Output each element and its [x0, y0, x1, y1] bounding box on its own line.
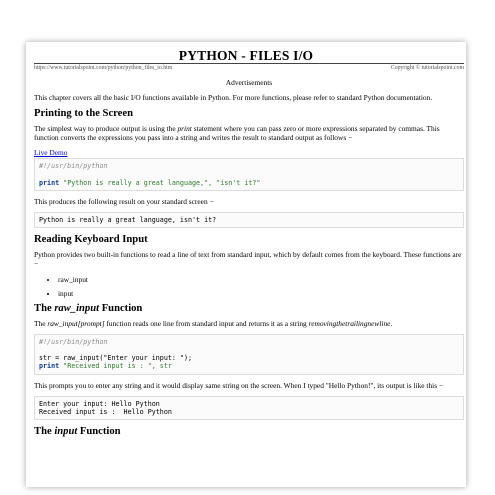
- paragraph-text: function reads one line from standard input and returns it as a string: [104, 318, 309, 328]
- output-block-print: [34, 212, 464, 228]
- heading-emphasis: input: [54, 426, 78, 438]
- title-divider: [34, 63, 464, 64]
- page-meta-row: [34, 65, 464, 71]
- reading-paragraph: Python provides two built-in functions to read a line of text from standard input, which by default comes from the keyboard. These functions are −: [34, 250, 462, 269]
- printing-text-start: The simplest way to produce output is using the: [34, 124, 178, 134]
- page-title: PYTHON - FILES I/O: [178, 48, 314, 63]
- input-functions-list: [34, 275, 464, 298]
- heading-raw-input: [34, 303, 464, 314]
- heading-emphasis: raw_input: [54, 302, 100, 314]
- output-block-raw-input: [34, 396, 464, 420]
- heading-printing: Printing to the Screen: [34, 108, 133, 120]
- code-keyword: print: [39, 178, 60, 187]
- heading-text: Function: [99, 302, 143, 314]
- code-comment: #!/usr/bin/python: [39, 337, 108, 346]
- paragraph-text: .: [390, 318, 393, 328]
- output-line: Received input is : Hello Python: [39, 407, 172, 416]
- code-comment: #!/usr/bin/python: [39, 162, 108, 171]
- paragraph-text: The: [34, 318, 48, 328]
- page-url[interactable]: https://www.tutorialspoint.com/python/python_files_io.htm: [34, 65, 173, 71]
- heading-reading: Reading Keyboard Input: [34, 234, 148, 246]
- produces-paragraph: This produces the following result on your standard screen −: [34, 197, 214, 207]
- list-item: • raw_input: [58, 275, 464, 284]
- code-block-raw-input: [34, 334, 464, 375]
- code-block-print: [34, 158, 464, 191]
- paragraph-emphasis: removingthetrailingnewline: [308, 318, 391, 328]
- printing-text-rest: statement where you can pass zero or more expressions separated by commas. This function converts the expressions you pass into a string and writes the result to standard output as follows −: [34, 124, 440, 143]
- heading-text: Function: [77, 426, 121, 438]
- code-string: "Python is really a great language,", "isn't it?": [59, 178, 261, 187]
- prompt-paragraph: This prompts you to enter any string and it would display same string on the screen. When I typed "Hello Python!", its output is like this −: [34, 380, 444, 390]
- live-demo-link[interactable]: Live Demo: [34, 148, 68, 158]
- output-line: Enter your input: Hello Python: [39, 399, 160, 408]
- code-line: str = raw_input("Enter your input: ");: [39, 354, 192, 363]
- advertisements-label: Advertisements: [225, 78, 273, 87]
- printing-paragraph: [34, 124, 464, 142]
- raw-input-paragraph: [34, 319, 464, 328]
- heading-input: [34, 426, 464, 437]
- code-string: "Received input is : ", str: [59, 362, 172, 371]
- code-keyword: print: [39, 362, 60, 371]
- heading-text: The: [34, 426, 55, 438]
- copyright-text: Copyright © tutorialspoint.com: [390, 65, 464, 71]
- paragraph-emphasis: raw_input: [47, 318, 78, 328]
- list-item: • input: [58, 289, 464, 298]
- heading-text: The: [34, 302, 55, 314]
- printing-text-emphasis: print: [177, 124, 192, 134]
- output-line: Python is really a great language, isn't it?: [39, 216, 217, 225]
- article-content: [34, 78, 464, 442]
- paragraph-argument: [prompt]: [77, 318, 105, 328]
- intro-paragraph: This chapter covers all the basic I/O functions available in Python. For more functions, please refer to standard Python documentation.: [34, 93, 433, 103]
